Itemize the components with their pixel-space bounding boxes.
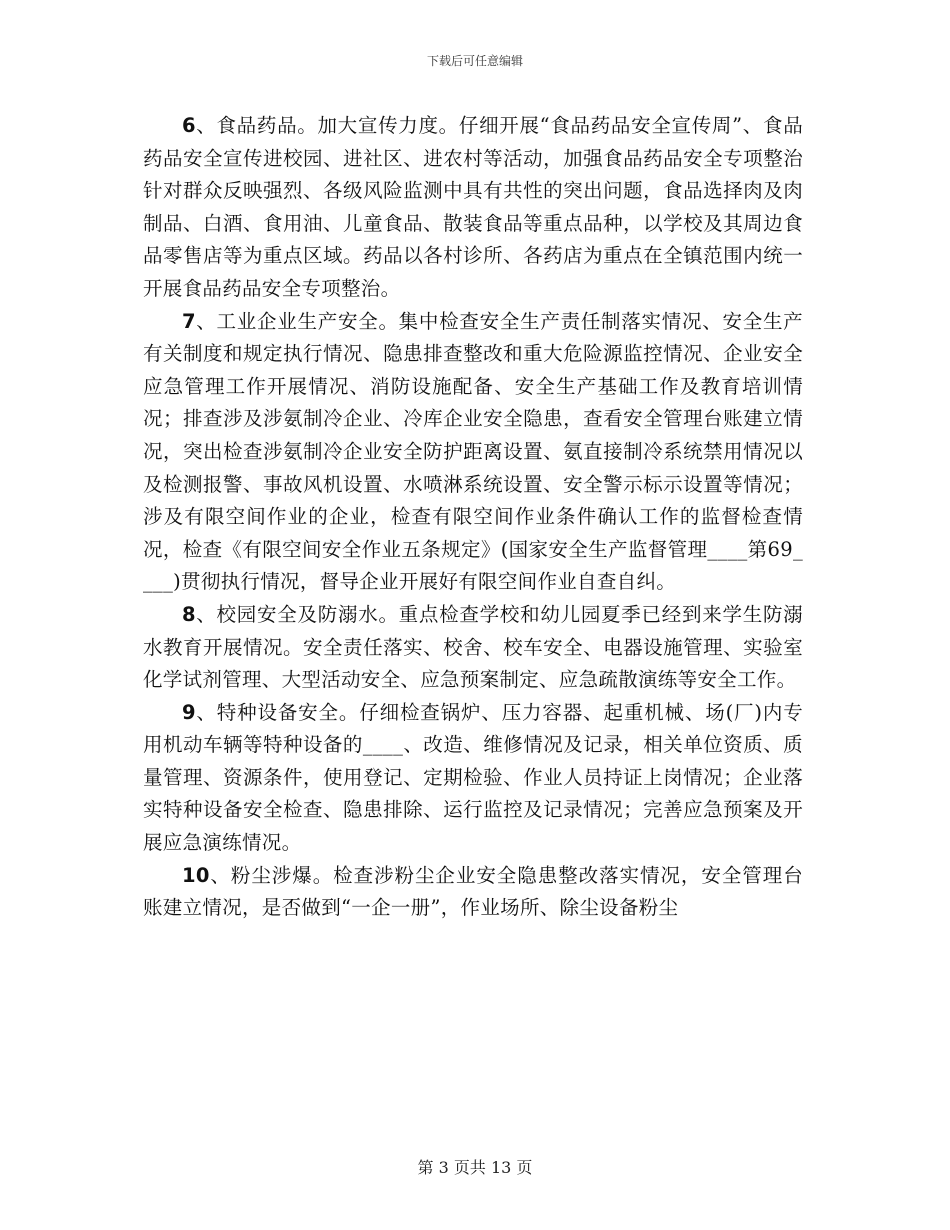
paragraph-item-6 [143,110,803,306]
paragraph-item-7 [143,306,803,599]
paragraph-text: 、特种设备安全。仔细检查锅炉、压力容器、起重机械、场(厂)内专用机动车辆等特种设备的____、改造、维修情况及记录，相关单位资质、质量管理、资源条件，使用登记、定期检验、作业人员持证上岗情况；企业落实特种设备安全检查、隐患排除、运行监控及记录情况；完善应急预案及开展应急演练情况。 [143,700,803,855]
paragraph-text: 、食品药品。加大宣传力度。仔细开展“食品药品安全宣传周”、食品药品安全宣传进校园、进社区、进农村等活动，加强食品药品安全专项整治针对群众反映强烈、各级风险监测中具有共性的突出问题，食品选择肉及肉制品、白酒、食用油、儿童食品、散装食品等重点品种，以学校及其周边食品零售店等为重点区域。药品以各村诊所、各药店为重点在全镇范围内统一开展食品药品安全专项整治。 [143,114,803,300]
paragraph-item-9 [143,697,803,860]
paragraph-item-8 [143,599,803,697]
document-body [143,110,803,925]
page-footer: 第 3 页共 13 页 [417,1158,533,1177]
paragraph-text: 、校园安全及防溺水。重点检查学校和幼儿园夏季已经到来学生防溺水教育开展情况。安全责任落实、校舍、校车安全、电器设施管理、实验室化学试剂管理、大型活动安全、应急预案制定、应急疏散演练等安全工作。 [143,602,803,692]
item-number: 7 [182,309,196,333]
item-number: 8 [182,602,196,626]
item-number: 9 [182,700,196,724]
paragraph-text: 、工业企业生产安全。集中检查安全生产责任制落实情况、安全生产有关制度和规定执行情况、隐患排查整改和重大危险源监控情况、企业安全应急管理工作开展情况、消防设施配备、安全生产基础工作及教育培训情况；排查涉及涉氨制冷企业、冷库企业安全隐患，查看安全管理台账建立情况，突出检查涉氨制冷企业安全防护距离设置、氨直接制冷系统禁用情况以及检测报警、事故风机设置、水喷淋系统设置、安全警示标示设置等情况；涉及有限空间作业的企业，检查有限空间作业条件确认工作的监督检查情况，检查《有限空间安全作业五条规定》(国家安全生产监督管理____第69____)贯彻执行情况，督导企业开展好有限空间作业自查自纠。 [143,309,803,594]
item-number: 10 [182,863,210,887]
paragraph-item-10 [143,860,803,925]
paragraph-text: 、粉尘涉爆。检查涉粉尘企业安全隐患整改落实情况，安全管理台账建立情况，是否做到“一企一册”，作业场所、除尘设备粉尘 [143,863,803,920]
item-number: 6 [182,114,196,137]
page-header: 下载后可任意编辑 [426,54,523,68]
